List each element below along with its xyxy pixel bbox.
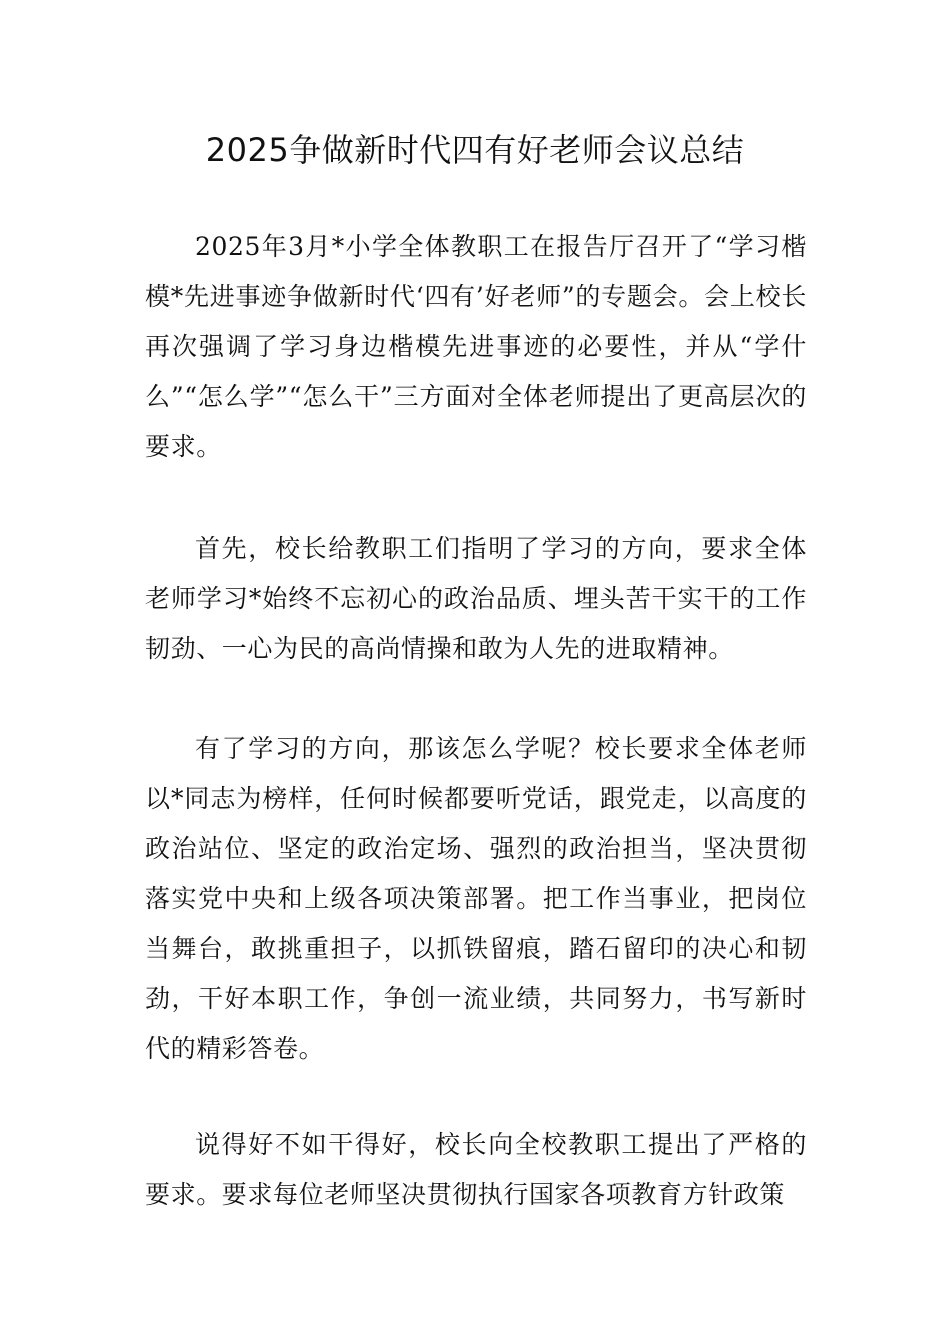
document-title: 2025争做新时代四有好老师会议总结 bbox=[205, 131, 745, 169]
paragraph-learning-direction: 首先，校长给教职工们指明了学习的方向，要求全体老师学习*始终不忘初心的政治品质、埋头苦干实干的工作韧劲、一心为民的高尚情操和敢为人先的进取精神。 bbox=[145, 534, 807, 663]
paragraph-strict-requirements: 说得好不如干得好，校长向全校教职工提出了严格的要求。要求每位老师坚决贯彻执行国家各项教育方针政策 bbox=[145, 1130, 807, 1209]
paragraph-meeting-overview: 2025年3月*小学全体教职工在报告厅召开了“学习楷模*先进事迹争做新时代‘四有’好老师”的专题会。会上校长再次强调了学习身边楷模先进事迹的必要性，并从“学什么”“怎么学”“怎么干”三方面对全体老师提出了更高层次的要求。 bbox=[145, 232, 807, 461]
paragraph-how-to-learn: 有了学习的方向，那该怎么学呢？校长要求全体老师以*同志为榜样，任何时候都要听党话，跟党走，以高度的政治站位、坚定的政治定场、强烈的政治担当，坚决贯彻落实党中央和上级各项决策部署。把工作当事业，把岗位当舞台，敢挑重担子，以抓铁留痕，踏石留印的决心和韧劲，干好本职工作，争创一流业绩，共同努力，书写新时代的精彩答卷。 bbox=[145, 734, 807, 1063]
